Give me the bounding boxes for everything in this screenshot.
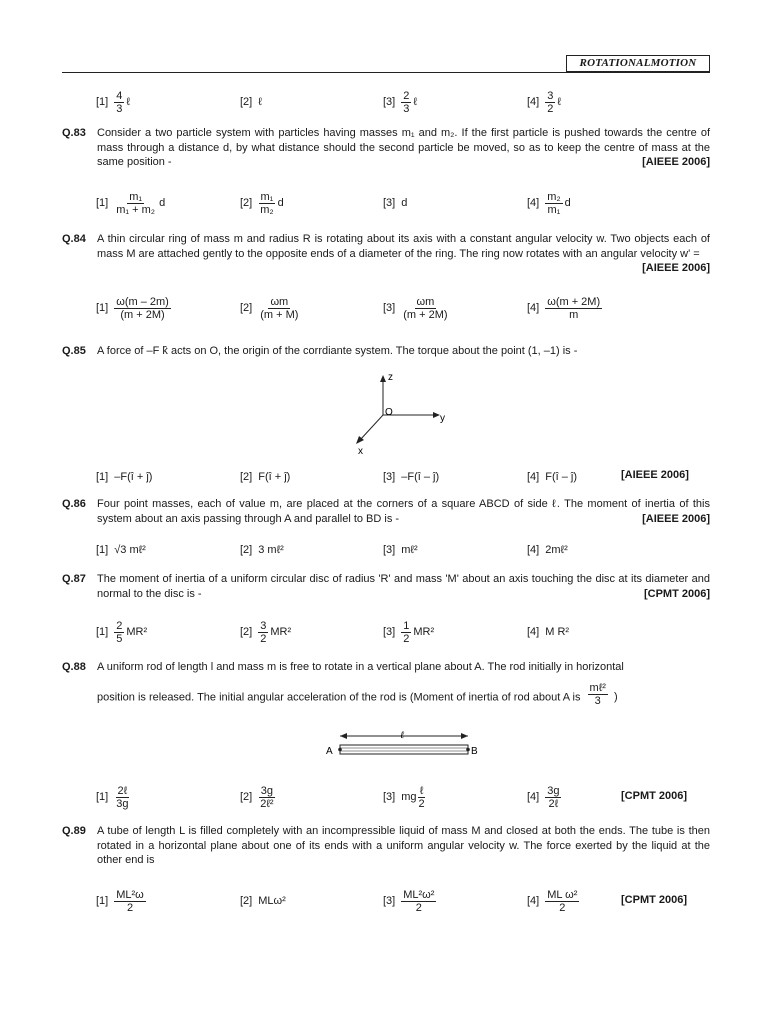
option-2: [240, 188, 284, 218]
question-text: A thin circular ring of mass m and radius R is rotating about its axis with a constant angular velocity w. Two objects each of mass M are attached gently to the opposite ends of a diameter of the ring. The ring now rotates with an angular velocity w' = [AIEEE 2006]: [97, 233, 710, 274]
fraction-denominator: 2: [547, 102, 554, 115]
option-suffix: ℓ: [413, 96, 417, 108]
option-number: [2]: [240, 895, 253, 907]
exam-source: [AIEEE 2006]: [642, 512, 710, 525]
option-number: [1]: [96, 197, 109, 209]
option-number: [2]: [240, 302, 253, 314]
fraction-denominator: 2ℓ²: [260, 797, 274, 810]
option-2: [240, 886, 286, 916]
fraction-denominator: 5: [116, 632, 123, 645]
option-number: [4]: [527, 544, 540, 556]
fraction-numerator: ωm: [416, 295, 435, 308]
option-3: [383, 535, 418, 565]
rod-end-a-label: A: [326, 746, 333, 757]
fraction-denominator: m: [569, 308, 579, 321]
question-number: Q.84: [62, 233, 86, 245]
option-4: [527, 617, 569, 647]
option-fraction: [114, 191, 157, 216]
question-text: A tube of length L is filled completely with an incompressible liquid of mass M and closed at both the ends. The tube is then rotated in a horizontal plane about one of its ends with a uniform angular velocity w. The force exerted by the liquid at the other end is: [97, 825, 710, 866]
option-number: [1]: [96, 96, 109, 108]
option-text: –F(î + ĵ): [114, 471, 153, 483]
option-fraction: [401, 296, 449, 321]
option-fraction: [114, 90, 124, 115]
fraction-numerator: 3: [547, 89, 554, 102]
option-text: mℓ²: [401, 544, 418, 556]
question-number: Q.85: [62, 345, 86, 357]
option-number: [2]: [240, 96, 253, 108]
option-3: [383, 293, 450, 323]
option-fraction: [545, 889, 579, 914]
option-3: [383, 188, 407, 218]
header-rule: [62, 72, 710, 73]
question-number: Q.88: [62, 661, 86, 673]
fraction-numerator: ω(m + 2M): [547, 295, 601, 308]
option-2: [240, 87, 262, 117]
option-2: [240, 535, 284, 565]
option-suffix: MR²: [413, 626, 435, 638]
option-1: [96, 535, 146, 565]
fraction-denominator: (m + 2M): [403, 308, 448, 321]
option-number: [4]: [527, 791, 540, 803]
question-89: [62, 824, 710, 869]
option-3: [383, 87, 417, 117]
option-number: [4]: [527, 895, 540, 907]
question-88: [62, 660, 710, 720]
fraction-numerator: 3g: [260, 784, 274, 797]
fraction-numerator: 1: [403, 619, 410, 632]
option-suffix: MR²: [126, 626, 148, 638]
option-suffix: MR²: [270, 626, 292, 638]
option-fraction: [401, 889, 436, 914]
option-1: [96, 87, 130, 117]
exam-source: [CPMT 2006]: [621, 894, 688, 906]
fraction-denominator: m₁: [547, 203, 561, 216]
option-fraction: [545, 785, 561, 810]
option-text: –F(î – ĵ): [401, 471, 440, 483]
coordinate-axes-diagram: [350, 370, 460, 460]
option-text: d: [401, 197, 408, 209]
fraction-numerator: m₁: [129, 190, 143, 203]
question-83: [62, 126, 710, 171]
fraction-denominator: 2: [559, 901, 566, 914]
exam-source: [AIEEE 2006]: [621, 469, 689, 481]
question-text-line1: A uniform rod of length l and mass m is free to rotate in a vertical plane about A. The rod initially in horizontal: [97, 661, 624, 673]
option-suffix: ℓ: [126, 96, 130, 108]
inertia-fraction: $\frac{\text{mℓ²}}{3}$: [589, 682, 606, 707]
option-fraction: [114, 785, 130, 810]
option-text: F(î + ĵ): [258, 471, 291, 483]
option-fraction: [114, 620, 124, 645]
option-number: [1]: [96, 626, 109, 638]
fraction-denominator: (m + M): [260, 308, 299, 321]
fraction-denominator: 2: [403, 632, 410, 645]
option-number: [1]: [96, 791, 109, 803]
option-4: [527, 535, 568, 565]
question-86: [62, 497, 710, 527]
fraction-denominator: (m + 2M): [120, 308, 165, 321]
fraction-numerator: m₁: [260, 190, 274, 203]
rod-end-b-label: B: [471, 746, 478, 757]
option-1: [96, 886, 146, 916]
option-number: [1]: [96, 302, 109, 314]
option-3: [383, 617, 434, 647]
option-text: MLω²: [258, 895, 286, 907]
fraction-denominator: 2ℓ: [548, 797, 559, 810]
option-suffix: d: [564, 197, 571, 209]
fraction-numerator: ωm: [270, 295, 289, 308]
option-number: [3]: [383, 544, 396, 556]
fraction-denominator: 3: [403, 102, 410, 115]
option-number: [3]: [383, 197, 396, 209]
fraction-denominator: 2: [415, 901, 422, 914]
option-number: [3]: [383, 96, 396, 108]
fraction-numerator: 2: [116, 619, 123, 632]
fraction-denominator: m₂: [260, 203, 274, 216]
option-4: [527, 87, 561, 117]
option-number: [1]: [96, 895, 109, 907]
fraction-denominator: m₁ + m₂: [116, 203, 156, 216]
fraction-numerator: 2: [403, 89, 410, 102]
fraction-numerator: ℓ: [419, 784, 424, 797]
fraction-numerator: 3g: [547, 784, 560, 797]
question-text: A force of –F k̂ acts on O, the origin of the corrdiante system. The torque about the point (1, –1) is -: [97, 345, 578, 357]
fraction-numerator: ω(m – 2m): [116, 295, 169, 308]
fraction-numerator: 3: [260, 619, 267, 632]
option-2: [240, 782, 276, 812]
question-number: Q.87: [62, 573, 86, 585]
option-number: [2]: [240, 791, 253, 803]
option-suffix: ℓ: [557, 96, 561, 108]
option-fraction: [258, 785, 275, 810]
option-suffix: d: [159, 197, 166, 209]
option-2: [240, 462, 290, 492]
exam-source: [AIEEE 2006]: [642, 262, 710, 274]
option-4: [527, 782, 561, 812]
question-text: Four point masses, each of value m, are placed at the corners of a square ABCD of side ℓ. The moment of inertia of this system about an axis passing through A and parallel to BD is - [AIEEE 2006]: [97, 498, 710, 525]
question-number: Q.86: [62, 498, 86, 510]
question-84: [62, 232, 710, 277]
option-fraction: [258, 620, 268, 645]
rod-length-label: ℓ: [400, 730, 405, 741]
option-number: [2]: [240, 626, 253, 638]
chapter-title: ROTATIONALMOTION: [566, 55, 710, 72]
option-4: [527, 188, 571, 218]
origin-label: O: [385, 407, 393, 418]
option-fraction: [545, 90, 555, 115]
z-axis-label: z: [388, 372, 393, 383]
option-text: F(î – ĵ): [545, 471, 578, 483]
fraction-numerator: 4: [116, 89, 123, 102]
question-text: The moment of inertia of a uniform circular disc of radius 'R' and mass 'M' about an axis touching the disc at its diameter and normal to the disc is - [CPMT 2006]: [97, 573, 710, 600]
option-1: [96, 293, 171, 323]
option-3: [383, 462, 439, 492]
fraction-numerator: ML ω²: [547, 888, 578, 901]
option-fraction: [401, 90, 411, 115]
option-number: [4]: [527, 96, 540, 108]
option-number: [4]: [527, 197, 540, 209]
option-number: [1]: [96, 471, 109, 483]
option-fraction: [114, 889, 146, 914]
option-number: [4]: [527, 302, 540, 314]
rod-diagram: [320, 728, 490, 764]
fraction-denominator: 2: [260, 632, 267, 645]
option-fraction: [417, 785, 427, 810]
option-number: [4]: [527, 471, 540, 483]
option-2: [240, 293, 300, 323]
option-number: [3]: [383, 895, 396, 907]
question-text: Consider a two particle system with particles having masses m₁ and m₂. If the first particle is pushed towards the centre of mass through a distance d, by what distance should the second particle be moved, so as to keep the centre of mass at the same position - [AIEEE 2006]: [97, 127, 710, 168]
option-fraction: [545, 191, 562, 216]
exam-source: [AIEEE 2006]: [642, 156, 710, 168]
option-number: [1]: [96, 544, 109, 556]
option-2: [240, 617, 291, 647]
option-3: [383, 886, 436, 916]
fraction-denominator: 3: [116, 102, 123, 115]
option-1: [96, 188, 165, 218]
option-number: [3]: [383, 471, 396, 483]
exam-source: [CPMT 2006]: [621, 790, 688, 802]
exam-source: [CPMT 2006]: [643, 587, 710, 600]
fraction-numerator: ML²ω²: [403, 888, 435, 901]
option-fraction: [401, 620, 411, 645]
option-text: 2mℓ²: [545, 544, 568, 556]
option-text: 3 mℓ²: [258, 544, 284, 556]
option-prefix: mg: [401, 791, 417, 803]
question-85: [62, 344, 710, 360]
option-4: [527, 886, 579, 916]
option-text: M R²: [545, 626, 570, 638]
option-1: [96, 462, 152, 492]
option-1: [96, 617, 147, 647]
question-number: Q.89: [62, 825, 86, 837]
option-number: [4]: [527, 626, 540, 638]
question-text-line2: position is released. The initial angular acceleration of the rod is (Moment of inertia of rod about A is $\frac{\text{mℓ²}}{3}$ ): [97, 682, 618, 707]
option-fraction: [114, 296, 171, 321]
option-suffix: d: [277, 197, 284, 209]
option-fraction: [545, 296, 602, 321]
fraction-numerator: m₂: [547, 190, 561, 203]
option-fraction: [258, 296, 300, 321]
fraction-denominator: 2: [126, 901, 134, 914]
option-3: [383, 782, 427, 812]
x-axis-label: x: [358, 446, 363, 457]
option-number: [2]: [240, 471, 253, 483]
option-number: [2]: [240, 544, 253, 556]
option-4: [527, 293, 602, 323]
fraction-numerator: 2ℓ: [117, 784, 128, 797]
option-text: ℓ: [258, 96, 262, 108]
option-text: √3 mℓ²: [114, 544, 146, 556]
option-1: [96, 782, 130, 812]
question-87: [62, 572, 710, 602]
y-axis-label: y: [440, 413, 445, 424]
option-number: [3]: [383, 302, 396, 314]
option-4: [527, 462, 577, 492]
question-number: Q.83: [62, 127, 86, 139]
option-number: [2]: [240, 197, 253, 209]
option-number: [3]: [383, 626, 396, 638]
fraction-denominator: 2: [418, 797, 425, 810]
fraction-numerator: ML²ω: [116, 888, 144, 901]
fraction-denominator: 3g: [116, 797, 129, 810]
option-fraction: [258, 191, 275, 216]
option-number: [3]: [383, 791, 396, 803]
